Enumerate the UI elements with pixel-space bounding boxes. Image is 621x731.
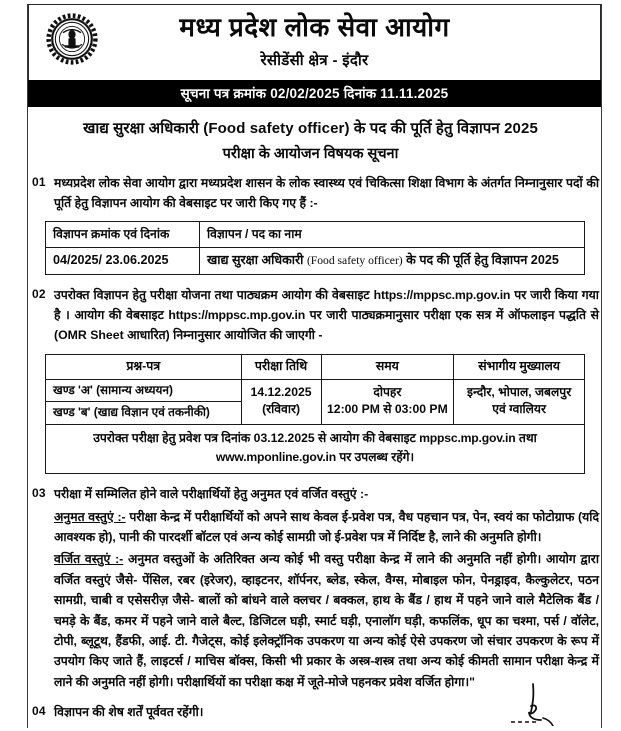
authorized-signature bbox=[493, 682, 563, 726]
organization-subtitle: रेसीडेंसी क्षेत्र - इंदौर bbox=[260, 51, 369, 69]
table-row bbox=[46, 248, 585, 275]
scan-edge-left bbox=[27, 4, 28, 728]
ad-table-header-number-date: विज्ञापन क्रमांक एवं दिनांक bbox=[46, 221, 200, 247]
exam-paper-b: खण्ड 'ब' (खाद्य विज्ञान एवं तकनीकी) bbox=[46, 402, 242, 424]
exam-time-range: 12:00 PM से 03:00 PM bbox=[327, 402, 448, 417]
clause-02-text bbox=[54, 286, 599, 346]
clause-03-body bbox=[54, 485, 599, 693]
exam-schedule-table bbox=[45, 354, 585, 474]
ad-number-date-value: 04/2025/ 23.06.2025 bbox=[46, 248, 200, 275]
exam-date-cell bbox=[241, 379, 321, 424]
exam-headquarters-cell bbox=[454, 379, 585, 424]
clause-03-heading: परीक्षा में सम्मिलित होने वाले परीक्षार्थियों हेतु अनुमत एवं वर्जित वस्तुएं :- bbox=[54, 486, 369, 501]
document-page bbox=[0, 4, 621, 728]
clause-02-part2: पर जारी किया गया है । आयोग की वेबसाइट bbox=[54, 288, 599, 322]
table-row bbox=[46, 354, 585, 379]
document-header bbox=[28, 4, 601, 80]
table-row bbox=[46, 424, 585, 473]
ad-post-name-pre: खाद्य सुरक्षा अधिकारी bbox=[207, 253, 307, 268]
admit-card-note bbox=[46, 424, 585, 473]
prohibited-items-paragraph bbox=[54, 549, 599, 692]
exam-time-cell bbox=[321, 379, 454, 424]
prohibited-items-text: अनुमत वस्तुओं के अतिरिक्त अन्य कोई भी वस्तु परीक्षा केन्द्र में लाने की अनुमति नहीं होगी। आयोग द्वारा वर्जित वस्तुएं जैसे- पेंसिल, रबर (इरेजर), व्हाइटनर, शॉर्पनर, ब्लेड, स्केल, वैग्स, मोबाइल फोन, पेनड्राइव, कैल्कुलेटर, पठन सामग्री, चाबी व एसेसरीज़ जैसे- बालों को बांधने वाले क्लचर / बक्कल, हाथ के बैंड / हाथ में पहने जाने वाले मैटेलिक बैंड / चमड़े के बैंड, कमर में पहने जाने वाले बैल्ट, डिजिटल घड़ी, स्मार्ट घड़ी, एनालॉग घड़ी, कफलिंक, धूप का चश्मा, पर्स / वॉलेट, टोपी, ब्लूटूथ, हैंडफी, आई. टी. गैजेट्स, कोई इलेक्ट्रॉनिक उपकरण या अन्य कोई ऐसे उपकरण जो संचार उपकरण के रूप में उपयोग किए जाते हैं, लाइटर्स / माचिस बॉक्स, किसी भी प्रकार के अस्त्र-शस्त्र तथा अन्य कोई कीमती सामान परीक्षा केन्द्र में लाने की अनुमति नहीं होगी। परीक्षार्थियों का परीक्षा कक्ष में जूते-मोजे पहनकर प्रवेश वर्जित होगा।" bbox=[54, 552, 600, 689]
exam-header-date: परीक्षा तिथि bbox=[241, 354, 321, 379]
organization-title: मध्य प्रदेश लोक सेवा आयोग bbox=[179, 12, 450, 42]
allowed-items-text: परीक्षा केन्द्र में परीक्षार्थियों को अपने साथ केवल ई-प्रवेश पत्र, वैध पहचान पत्र, पेन, स्वयं का फोटोग्राफ (यदि आवश्यक हो), पानी की पारदर्शी बॉटल एवं अन्य कोई सामग्री जो ई-प्रवेश पत्र में निर्दिष्ट है, लाने की अनुमति होगी। bbox=[54, 509, 599, 545]
mppsc-url-1[interactable]: https://mppsc.mp.gov.in bbox=[373, 288, 511, 303]
admit-card-note-mid: तथा bbox=[515, 430, 537, 445]
clause-01 bbox=[32, 174, 599, 214]
advertisement-table bbox=[45, 221, 585, 275]
clause-03 bbox=[32, 485, 599, 693]
exam-header-paper: प्रश्न-पत्र bbox=[46, 354, 242, 379]
clause-02-number: 02 bbox=[32, 287, 46, 302]
notice-number-bar: सूचना पत्र क्रमांक 02/02/2025 दिनांक 11.11.2025 bbox=[28, 80, 601, 107]
clause-02-part3: पर जारी पाठ्यक्रमानुसार परीक्षा एक सत्र में ऑफलाइन पद्धति से (OMR Sheet आधारित) निम्नानुसार आयोजित की जाएगी - bbox=[54, 307, 599, 342]
exam-header-headquarters: संभागीय मुख्यालय bbox=[454, 354, 585, 379]
page-title: खाद्य सुरक्षा अधिकारी (Food safety officer) के पद की पूर्ति हेतु विज्ञापन 2025 bbox=[83, 120, 538, 137]
ad-table-header-post-name: विज्ञापन / पद का नाम bbox=[200, 221, 585, 247]
admit-card-note-post: पर उपलब्ध रहेंगे। bbox=[335, 450, 415, 465]
clause-04-number: 04 bbox=[32, 704, 46, 719]
mponline-url-footer[interactable]: www.mponline.gov.in bbox=[215, 450, 336, 465]
prohibited-items-label: वर्जित वस्तुएं :- bbox=[54, 552, 124, 567]
exam-hq-line2: एवं ग्वालियर bbox=[492, 402, 546, 417]
exam-header-time: समय bbox=[321, 354, 454, 379]
clause-02-part1: उपरोक्त विज्ञापन हेतु परीक्षा योजना तथा पाठ्यक्रम आयोग की वेबसाइट bbox=[54, 288, 374, 303]
mppsc-url-2[interactable]: https://mppsc.mp.gov.in bbox=[168, 307, 306, 322]
ad-post-name-post: के पद की पूर्ति हेतु विज्ञापन 2025 bbox=[402, 253, 559, 268]
allowed-items-paragraph bbox=[54, 507, 599, 548]
mppsc-url-footer[interactable]: mppsc.mp.gov.in bbox=[419, 430, 516, 445]
scan-edge-right bbox=[601, 4, 602, 728]
page-subtitle: परीक्षा के आयोजन विषयक सूचना bbox=[222, 145, 399, 162]
exam-hq-line1: इन्दौर, भोपाल, जबलपुर bbox=[467, 385, 572, 400]
table-row bbox=[46, 221, 585, 247]
exam-date-day: (रविवार) bbox=[262, 402, 301, 417]
clause-03-number: 03 bbox=[32, 485, 46, 500]
mppsc-seal-emblem bbox=[45, 12, 99, 66]
clause-02 bbox=[32, 286, 599, 346]
clause-04-text: विज्ञापन की शेष शर्तें पूर्ववत रहेंगी। bbox=[54, 705, 204, 720]
ad-post-name-value bbox=[200, 248, 585, 275]
clause-01-text: मध्यप्रदेश लोक सेवा आयोग द्वारा मध्यप्रदेश शासन के लोक स्वास्थ्य एवं चिकित्सा शिक्षा विभाग के अंतर्गत निम्नानुसार पदों की पूर्ति हेतु विज्ञापन आयोग की वेबसाइट पर जारी किए गए हैं :- bbox=[54, 175, 599, 210]
clause-01-number: 01 bbox=[32, 174, 46, 189]
admit-card-note-pre: उपरोक्त परीक्षा हेतु प्रवेश पत्र दिनांक 03.12.2025 से आयोग की वेबसाइट bbox=[93, 430, 420, 445]
ad-post-name-english: (Food safety officer) bbox=[306, 254, 403, 268]
exam-date-value: 14.12.2025 bbox=[250, 385, 312, 400]
exam-time-session: दोपहर bbox=[373, 385, 402, 400]
exam-paper-a: खण्ड 'अ' (सामान्य अध्ययन) bbox=[46, 379, 242, 401]
table-row bbox=[46, 379, 585, 401]
allowed-items-label: अनुमत वस्तुएं :- bbox=[54, 509, 126, 524]
